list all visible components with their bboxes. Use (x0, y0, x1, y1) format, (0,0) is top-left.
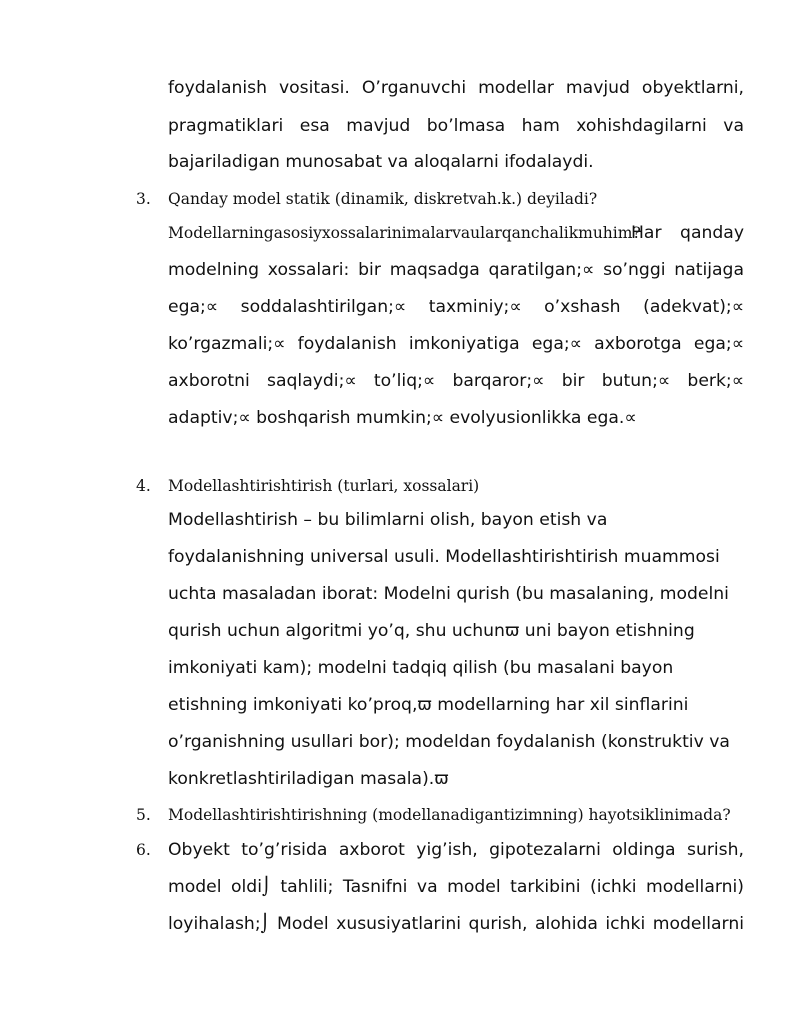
question-heading: Qanday model statik (dinamik, diskretvah.k.) deyiladi? (168, 190, 598, 208)
question-heading: Modellashtirishtirishning (modellanadigantizimning) hayotsiklinimada? (168, 806, 731, 824)
text-line: o’rganishning usullari bor); modeldan foydalanish (konstruktiv va (168, 732, 730, 752)
text-line: bajariladigan munosabat va aloqalarni ifodalaydi. (168, 152, 594, 172)
text-line: ko’rgazmali;∝ foydalanish imkoniyatiga ega;∝ axborotga ega;∝ (168, 334, 744, 354)
text-line: etishning imkoniyati ko’proq,ϖ modellarning har xil sinflarini (168, 695, 689, 715)
text-line: qurish uchun algoritmi yo’q, shu uchunϖ uni bayon etishning (168, 621, 695, 641)
text-line: loyihalash;⌡ Model xususiyatlarini qurish, alohida ichki modellarni (168, 914, 744, 934)
text-line: konkretlashtiriladigan masala).ϖ (168, 769, 449, 789)
text-line: foydalanishning universal usuli. Modellashtirishtirish muammosi (168, 547, 720, 567)
list-number: 3. (136, 190, 151, 208)
text-line: Obyekt to’g’risida axborot yig’ish, gipotezalarni oldinga surish, (168, 840, 744, 860)
list-number: 4. (136, 477, 151, 495)
text-line: pragmatiklari esa mavjud bo’lmasa ham xohishdagilarni va (168, 116, 744, 136)
text-line: adaptiv;∝ boshqarish mumkin;∝ evolyusionlikka ega.∝ (168, 408, 637, 428)
text-line: Modellashtirish – bu bilimlarni olish, bayon etish va (168, 510, 608, 530)
question-heading: Modellashtirishtirish (turlari, xossalari) (168, 477, 480, 495)
list-number: 5. (136, 806, 151, 824)
list-number: 6. (136, 841, 151, 859)
text-line: uchta masaladan iborat: Modelni qurish (bu masalaning, modelni (168, 584, 729, 604)
text-line: foydalanish vositasi. O’rganuvchi modellar mavjud obyektlarni, (168, 78, 744, 98)
text-line: modelning xossalari: bir maqsadga qaratilgan;∝ so’nggi natijaga (168, 260, 744, 280)
text-line: Har qanday (631, 223, 744, 243)
text-line: ega;∝ soddalashtirilgan;∝ taxminiy;∝ o’xshash (adekvat);∝ (168, 297, 744, 317)
text-line: model oldi⌡ tahlili; Tasnifni va model tarkibini (ichki modellarni) (168, 877, 744, 897)
question-heading: Modellarningasosiyxossalarinimalarvaularqanchalikmuhim? (168, 224, 641, 242)
text-line: axborotni saqlaydi;∝ to’liq;∝ barqaror;∝ bir butun;∝ berk;∝ (168, 371, 744, 391)
text-line: imkoniyati kam); modelni tadqiq qilish (bu masalani bayon (168, 658, 674, 678)
